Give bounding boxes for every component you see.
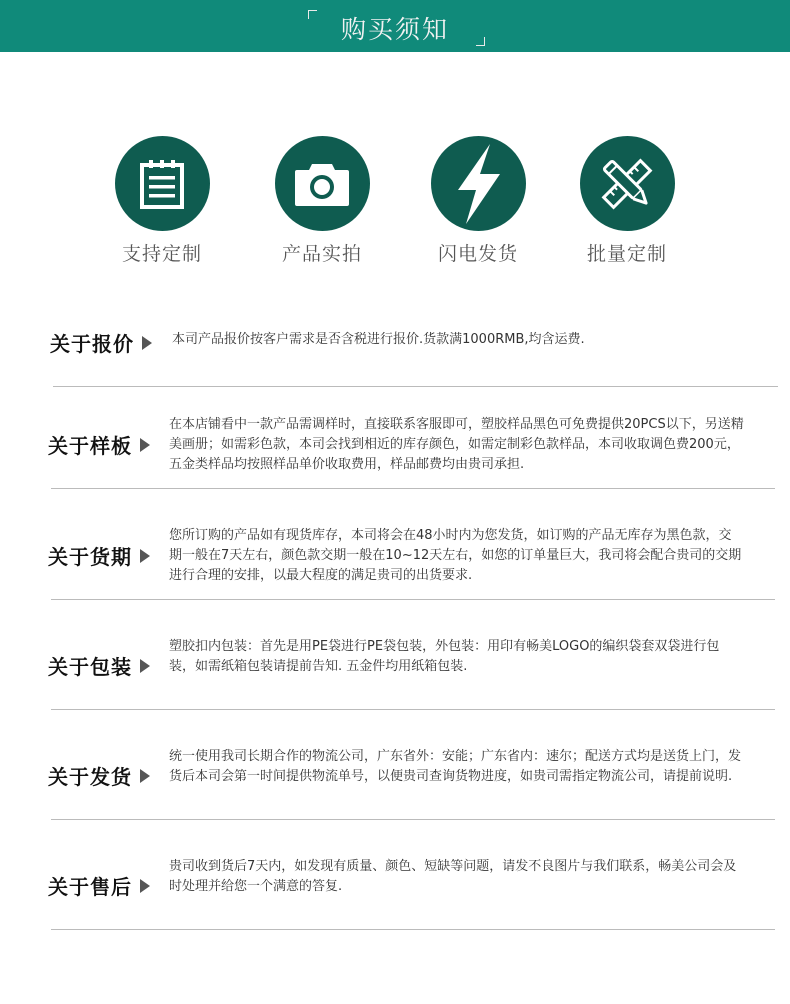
section-text: 您所订购的产品如有现货库存，本司将会在48小时内为您发货，如订购的产品无库存为黑色款，交期一般在7天左右，颜色款交期一般在10~12天左右，如您的订单量巨大，我司将会配合贵司的交期进行合理的安排，以最大程度的满足贵司的出货要求. [169, 528, 742, 583]
section-title-text: 关于售后 [48, 875, 132, 899]
section-title [48, 871, 150, 900]
triangle-right-icon [140, 549, 150, 563]
divider [51, 599, 775, 600]
divider [53, 386, 778, 387]
section-title [48, 761, 150, 790]
section-text: 本司产品报价按客户需求是否含税进行报价.货款满1000RMB,均含运费. [172, 332, 585, 347]
divider [51, 819, 775, 820]
camera-icon [275, 136, 370, 231]
section-text: 塑胶扣内包装：首先是用PE袋进行PE袋包装，外包装：用印有畅美LOGO的编织袋套双袋进行包装，如需纸箱包装请提前告知. 五金件均用纸箱包装. [169, 639, 720, 674]
divider [51, 929, 775, 930]
section-text: 在本店铺看中一款产品需调样时，直接联系客服即可，塑胶样品黑色可免费提供20PCS以下，另送精美画册；如需彩色款，本司会找到相近的库存颜色，如需定制彩色款样品，本司收取调色费200元，五金类样品均按照样品单价收取费用，样品邮费均由贵司承担. [169, 417, 744, 472]
section-title [50, 328, 152, 357]
ruler-pencil-icon [580, 136, 675, 231]
triangle-right-icon [140, 659, 150, 673]
feature-fast-shipping [408, 136, 548, 266]
section-title [48, 541, 150, 570]
feature-label: 支持定制 [121, 243, 202, 265]
triangle-right-icon [142, 336, 152, 350]
section-title-text: 关于包装 [48, 655, 132, 679]
divider [51, 488, 775, 489]
divider [51, 709, 775, 710]
triangle-right-icon [140, 769, 150, 783]
section-text: 贵司收到货后7天内，如发现有质量、颜色、短缺等问题，请发不良图片与我们联系，畅美公司会及时处理并给您一个满意的答复. [169, 859, 737, 894]
feature-real-photo [252, 136, 392, 266]
feature-label: 闪电发货 [437, 243, 518, 265]
page-title: 购买须知 [340, 15, 449, 44]
corner-bracket-bottom-right [476, 37, 485, 46]
feature-label: 产品实拍 [281, 243, 362, 265]
section-title [48, 430, 150, 459]
section-title-text: 关于发货 [48, 765, 132, 789]
header-banner [0, 0, 790, 52]
section-title-text: 关于货期 [48, 545, 132, 569]
section-title-text: 关于样板 [48, 434, 132, 458]
section-title [48, 651, 150, 680]
feature-label: 批量定制 [586, 243, 667, 265]
feature-bulk-custom [557, 136, 697, 266]
feature-icons-row [0, 136, 790, 266]
section-text: 统一使用我司长期合作的物流公司，广东省外：安能；广东省内：速尔；配送方式均是送货上门，发货后本司会第一时间提供物流单号，以便贵司查询货物进度，如贵司需指定物流公司，请提前说明. [169, 749, 742, 784]
feature-custom [92, 136, 232, 266]
notepad-icon [115, 136, 210, 231]
triangle-right-icon [140, 438, 150, 452]
section-title-text: 关于报价 [50, 332, 134, 356]
lightning-icon [431, 136, 526, 231]
triangle-right-icon [140, 879, 150, 893]
